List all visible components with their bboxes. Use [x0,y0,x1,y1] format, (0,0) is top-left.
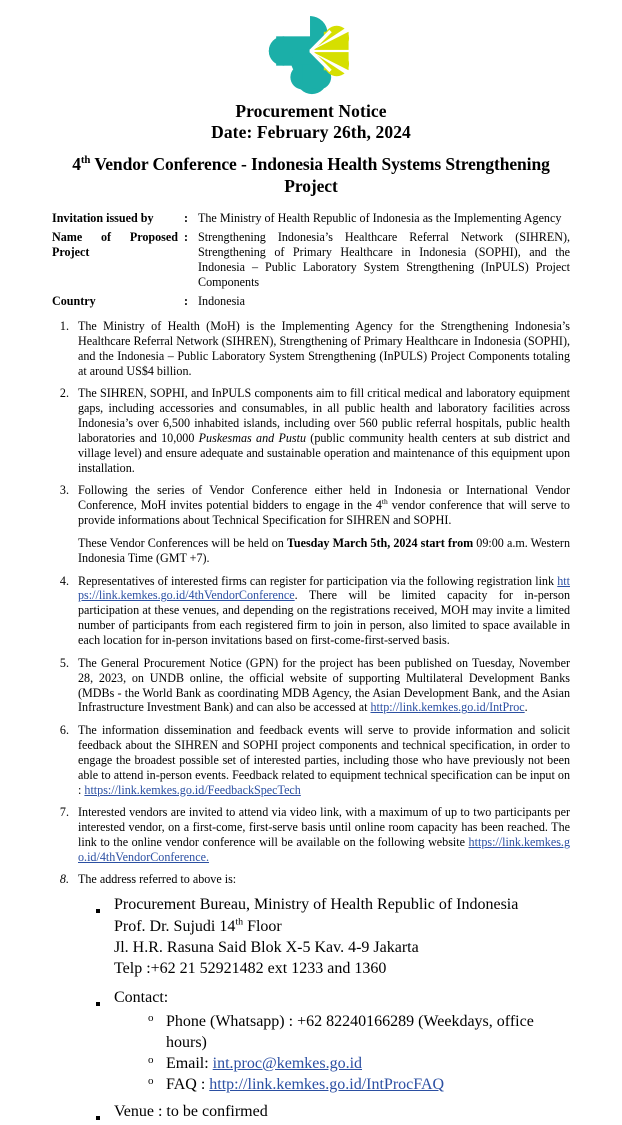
logo-container [52,0,570,95]
contact-phone-text: Phone (Whatsapp) : +62 82240166289 (Weekdays, office hours) [166,1012,534,1051]
contact-email-text [166,1053,570,1074]
meta-row-invitation-issued-by [52,211,570,226]
text-part: These Vendor Conferences will be held on [78,536,287,551]
address-street: Jl. H.R. Rasuna Said Blok X-5 Kav. 4-9 Jakarta [114,939,419,957]
subtitle-text: Vendor Conference - Indonesia Health Systems Strengthening Project [90,153,550,196]
address-phone: Telp :+62 21 52921482 ext 1233 and 1360 [114,959,387,977]
text-part: The General Procurement Notice (GPN) for the project has been published on Tuesday, November 28, 2023, on UNDB online, the official website of supporting Multilateral Development Banks (MDBs - the World Bank as coordinating MDB Agency, the Asian Development Bank, and the Asian Infrastructure Investment Bank) and can also be accessed at [78,655,570,715]
address-content [114,895,570,980]
meta-row-country [52,294,570,309]
notice-items-list [52,319,570,887]
paragraph [78,536,570,566]
title-block [52,101,570,198]
text-part: Representatives of interested firms can register for participation via the following registration link [78,573,558,588]
contact-item-phone [148,1011,570,1053]
circle-bullet-icon: o [148,1011,154,1024]
page-title: Procurement Notice [235,101,387,121]
ordinal-suffix: th [381,497,388,507]
vendor-conference-link[interactable]: https://link.kemkes.go.id/4thVendorConference. [78,834,570,864]
venue-text: Venue : to be confirmed [114,1103,268,1120]
meta-value: Indonesia [198,294,246,309]
feedback-link[interactable]: https://link.kemkes.go.id/FeedbackSpecTech [84,782,301,797]
conference-datetime: Tuesday March 5th, 2024 start from [286,536,474,551]
contact-list [148,1011,570,1095]
square-bullet-icon [96,895,114,918]
registration-link[interactable]: https://link.kemkes.go.id/4thVendorConference [78,573,570,603]
text-part: Following the series of Vendor Conference either held in Indonesia or International Vendor Conference, MoH invites potential bidders to engage in the 4 [78,483,570,513]
contact-item-email [148,1053,570,1074]
meta-label: Country [52,294,96,309]
text-part: The information dissemination and feedback events will serve to provide information and solicit feedback about the SIHREN and SOPHI project components and technical specification, in order to engage the broadest possible set of interested parties, including those who have previously not been able to attend in-person events. Feedback related to equipment technical specification can be input on : [78,722,570,797]
list-item-4 [52,574,570,649]
floor-text: Prof. Dr. Sujudi 14 [114,918,236,936]
subtitle-ordinal-suffix: th [80,154,91,167]
list-item-text [78,656,570,716]
circle-bullet-icon: o [148,1053,154,1066]
contact-faq-text [166,1074,570,1095]
list-item-5 [52,656,570,716]
address-block [96,895,570,1125]
contact-item-faq [148,1074,570,1095]
meta-row-project-name [52,230,570,289]
meta-value: Strengthening Indonesia’s Healthcare Referral Network (SIHREN), Strengthening of Primary Healthcare in Indonesia (SOPHI), and the Indonesia – Public Laboratory System Strengthening (InPULS) Project Components [198,230,570,289]
circle-bullet-icon: o [148,1074,154,1087]
paragraph [78,483,570,528]
list-item-1 [52,319,570,379]
address-bullet-venue [96,1102,570,1125]
list-item-number: 1. [59,319,69,334]
list-item-text: The Ministry of Health (MoH) is the Implementing Agency for the Strengthening Indonesia’s Healthcare Referral Network (SIHREN), Strengthening of Primary Healthcare in Indonesia (SOPHI), and the Indonesia – Public Laboratory System Strengthening (InPULS) Project Components totaling at around US$4 billion. [78,319,570,378]
address-bullet-office [96,895,570,980]
list-item-text [78,483,570,566]
text-part: vendor conference that will serve to provide informations about Technical Specification for SIHREN and SOPHI. [78,498,570,528]
list-item-text [78,805,570,865]
faq-link[interactable]: http://link.kemkes.go.id/IntProcFAQ [209,1075,445,1093]
list-item-number: 8. [59,872,69,887]
italic-term: Puskesmas and Pustu [198,431,307,446]
list-item-8 [52,872,570,887]
text-part: 09:00 a.m. Western Indonesia Time (GMT +7). [78,536,570,566]
contact-label: Contact: [114,988,169,1006]
meta-label: Invitation issued by [52,210,154,225]
list-item-text [78,723,570,798]
meta-colon: : [184,210,189,225]
meta-value: The Ministry of Health Republic of Indonesia as the Implementing Agency [198,210,562,225]
gpn-link[interactable]: http://link.kemkes.go.id/IntProc [370,700,525,715]
text-part: The SIHREN, SOPHI, and InPULS components aim to fill critical medical and laboratory equipment gaps, including accessories and consumables, in all public health and laboratory facilities across Indonesia’s over 6,500 inhabited islands, including over 560 public referral hospitals, public health laboratories and 10,000 [78,386,570,446]
ministry-of-health-indonesia-logo [265,7,357,95]
floor-text-end: Floor [243,918,282,936]
text-part: Interested vendors are invited to attend via video link, with a maximum of up to two participants per interested vendor, on a first-come, first-serve basis until online room capacity has been reached. The link to the online vendor conference will be available on the following website [78,804,570,849]
list-item-number: 5. [59,655,69,670]
meta-label: Name of Proposed Project [52,230,178,260]
ordinal-suffix: th [235,917,244,929]
email-link[interactable]: int.proc@kemkes.go.id [212,1054,363,1072]
meta-colon: : [184,294,189,309]
conference-subtitle [52,154,570,198]
square-bullet-icon [96,1102,114,1125]
square-bullet-icon [96,988,114,1011]
list-item-text: The address referred to above is: [78,872,237,887]
contact-content [114,988,570,1095]
address-lines [114,917,570,979]
faq-label: FAQ : [166,1075,210,1093]
list-item-number: 7. [59,804,69,819]
list-item-2 [52,386,570,476]
list-item-number: 4. [59,573,69,588]
list-item-text [78,386,570,476]
list-item-3 [52,483,570,566]
text-part: . [524,700,528,715]
office-name: Procurement Bureau, Ministry of Health Republic of Indonesia [114,895,519,913]
subtitle-ordinal: 4 [72,153,81,174]
address-floor [114,917,570,938]
list-item-number: 2. [59,386,69,401]
list-item-number: 6. [59,722,69,737]
meta-colon: : [184,230,189,245]
address-bullet-contact [96,988,570,1095]
list-item-text [78,574,570,649]
list-item-7 [52,805,570,865]
text-part: (public community health centers at sub district and village level) and ensure adequate and sustainable operation and maintenance of this equipment upon installation. [78,431,571,476]
notice-date: Date: February 26th, 2024 [211,121,411,142]
list-item-6 [52,723,570,798]
list-item-number: 3. [59,483,69,498]
invitation-details [52,211,570,310]
text-part: . There will be limited capacity for in-person participation at these venues, and depending on the registrations received, MOH may invite a limited number of participants from each registered firm to join in person, also limited to space available in each location for in-person invitations based on first-come-first-served basis. [78,588,570,648]
email-label: Email: [166,1054,213,1072]
